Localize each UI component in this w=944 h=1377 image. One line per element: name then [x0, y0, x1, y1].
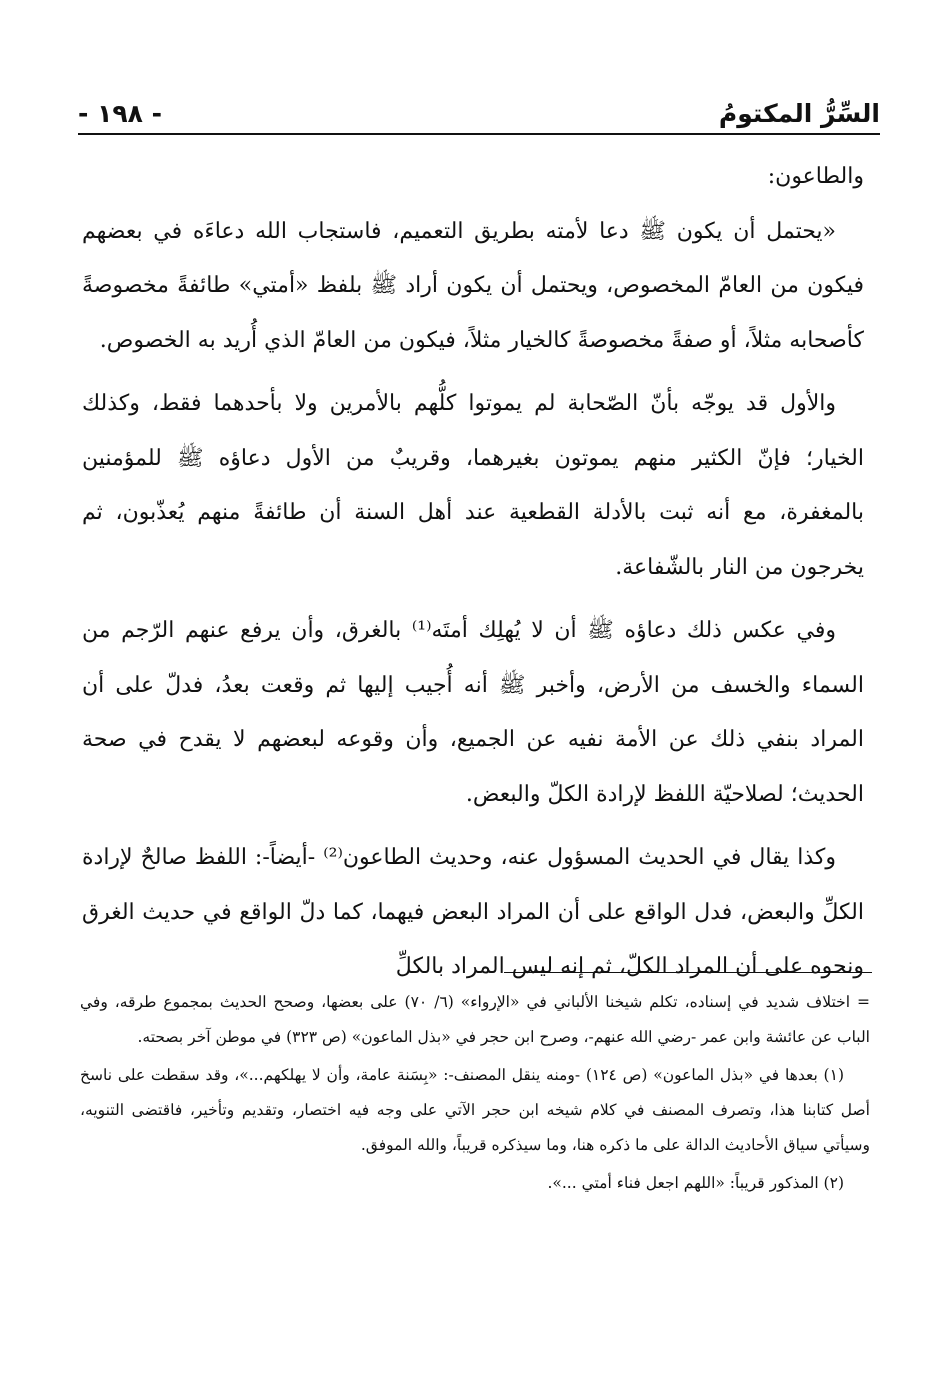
running-header	[78, 88, 880, 128]
footnotes	[80, 985, 870, 1204]
footnote: (٢) المذكور قريباً: «اللهم اجعل فناء أمتي ...».	[547, 1174, 844, 1192]
main-text	[82, 150, 864, 1004]
paragraph: وفي عكس ذلك دعاؤه ﷺ أن لا يُهلِك أمتَه⁽¹⁾ بالغرق، وأن يرفع عنهم الرّجم من السماء والخسف من الأرض، وأخبر ﷺ أنه أُجيب إليها ثم وقعت بعدُ، فدلّ على أن المراد بنفي ذلك عن الأمة نفيه عن الجميع، وأن وقوعه لبعضهم لا يقدح في صحة الحديث؛ لصلاحيّة اللفظ لإرادة الكلّ والبعض.	[82, 618, 864, 807]
footnote: (١) بعدها في «بذل الماعون» (ص ١٢٤) -ومنه ينقل المصنف-: «بِسَنة عامة، وأن لا يهلكهم...»، وقد سقطت على ناسخ أصل كتابنا هذا، وتصرف المصنف في كلام شيخه ابن حجر الآتي على وجه فيه اختصار، وتقديم وتأخير، فاقتضى التنويه، وسيأتي سياق الأحاديث الدالة على ما ذكره هنا، وما سيذكره قريباً، والله الموفق.	[80, 1066, 870, 1154]
footnote-separator	[504, 972, 872, 973]
page-number: - ١٩٨ -	[78, 99, 162, 128]
paragraph-heading: والطاعون:	[767, 164, 864, 189]
header-rule	[78, 133, 880, 135]
paragraph: وكذا يقال في الحديث المسؤول عنه، وحديث الطاعون⁽²⁾ -أيضاً-: اللفظ صالحٌ لإرادة الكلِّ والبعض، فدل الواقع على أن المراد البعض فيهما، كما دلّ الواقع في حديث الغرق ونحوه على أن المراد الكلّ، ثم إنه ليس المراد بالكلِّ	[82, 845, 864, 979]
footnote-continuation: = اختلاف شديد في إسناده، تكلم شيخنا الألباني في «الإرواء» (٦/ ٧٠) على بعضها، وصحح الحديث بمجموع طرقه، وفي الباب عن عائشة وابن عمر -رضي الله عنهم-، وصرح ابن حجر في «بذل الماعون» (ص ٣٢٣) في موطن آخر بصحته.	[80, 993, 870, 1046]
book-title: السِّرُّ المكتومُ	[718, 99, 880, 128]
paragraph: والأول قد يوجّه بأنّ الصّحابة لم يموتوا كلُّهم بالأمرين ولا بأحدهما فقط، وكذلك الخيار؛ فإنّ الكثير منهم يموتون بغيرهما، وقريبٌ من الأول دعاؤه ﷺ للمؤمنين بالمغفرة، مع أنه ثبت بالأدلة القطعية عند أهل السنة أن طائفةً منهم يُعذّبون، ثم يخرجون من النار بالشّفاعة.	[82, 391, 864, 580]
paragraph: «يحتمل أن يكون ﷺ دعا لأمته بطريق التعميم، فاستجاب الله دعاءَه في بعضهم فيكون من العامّ المخصوص، ويحتمل أن يكون أراد ﷺ بلفظ «أمتي» طائفةً مخصوصةً كأصحابه مثلاً، أو صفةً مخصوصةً كالخيار مثلاً، فيكون من العامّ الذي أُريد به الخصوص.	[82, 218, 864, 353]
